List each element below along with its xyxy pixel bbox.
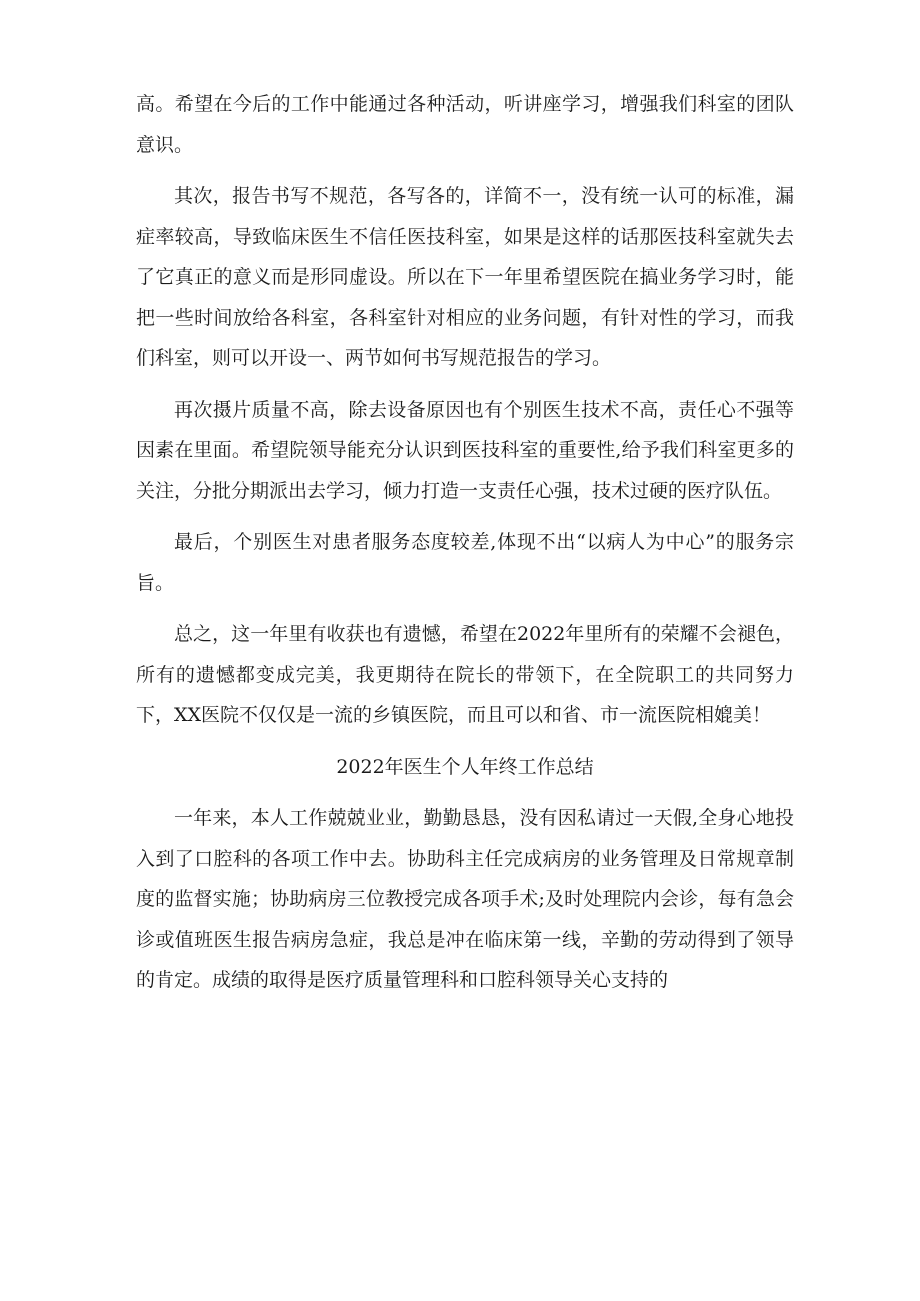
section-title: 2022年医生个人年终工作总结 — [336, 755, 594, 778]
paragraph-continuation: 高。希望在今后的工作中能通过各种活动，听讲座学习，增强我们科室的团队意识。 — [136, 93, 794, 156]
paragraph-report-writing: 其次，报告书写不规范，各写各的，详简不一，没有统一认可的标准，漏症率较高，导致临床医生不信任医技科室，如果是这样的话那医技科室就失去了它真正的意义而是形同虚设。所以在下一年里希望医院在搞业务学习时，能把一些时间放给各科室，各科室针对相应的业务问题，有针对性的学习，而我们科室，则可以开设一、两节如何书写规范报告的学习。 — [136, 185, 794, 369]
paragraph-year-summary: 一年来，本人工作兢兢业业，勤勤恳恳，没有因私请过一天假,全身心地投入到了口腔科的各项工作中去。协助科主任完成病房的业务管理及日常规章制度的监督实施；协助病房三位教授完成各项手术;及时处理院内会诊，每有急会诊或值班医生报告病房急症，我总是冲在临床第一线，辛勤的劳动得到了领导的肯定。成绩的取得是医疗质量管理科和口腔科领导关心支持的 — [136, 807, 794, 991]
paragraph-film-quality: 再次摄片质量不高，除去设备原因也有个别医生技术不高，责任心不强等因素在里面。希望院领导能充分认识到医技科室的重要性,给予我们科室更多的关注，分批分期派出去学习，倾力打造一支责任心强，技术过硬的医疗队伍。 — [136, 398, 794, 502]
document-body — [136, 84, 794, 1012]
paragraph-conclusion: 总之，这一年里有收获也有遗憾，希望在2022年里所有的荣耀不会褪色，所有的遗憾都变成完美，我更期待在院长的带领下，在全院职工的共同努力下，XX医院不仅仅是一流的乡镇医院，而且可以和省、市一流医院相媲美！ — [136, 623, 794, 726]
paragraph-service-attitude: 最后，个别医生对患者服务态度较差,体现不出“以病人为中心”的服务宗旨。 — [136, 531, 794, 594]
